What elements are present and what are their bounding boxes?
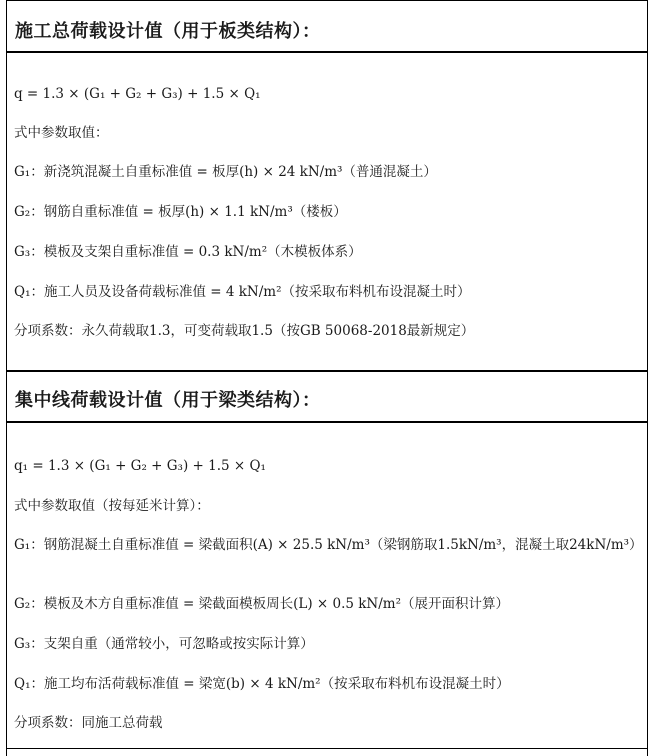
section-1-param-g3: G₃：模板及支架自重标准值 = 0.3 kN/m²（木模板体系） <box>14 244 362 260</box>
section-1-param-g2: G₂：钢筋自重标准值 = 板厚(h) × 1.1 kN/m³（楼板） <box>14 204 347 220</box>
section-1-factors: 分项系数：永久荷载取1.3，可变荷载取1.5（按GB 50068-2018最新规定） <box>14 323 475 339</box>
section-2-heading-divider <box>7 421 647 423</box>
table-border-bottom <box>7 748 647 749</box>
section-1-param-g1: G₁：新浇筑混凝土自重标准值 = 板厚(h) × 24 kN/m³（普通混凝土） <box>14 164 437 180</box>
section-2-factors: 分项系数：同施工总荷载 <box>14 715 163 731</box>
section-2-param-g1: G₁：钢筋混凝土自重标准值 = 梁截面积(A) × 25.5 kN/m³（梁钢筋取1.5kN/m³，混凝土取24kN/m³） <box>14 537 643 553</box>
section-1-formula: q = 1.3 × (G₁ + G₂ + G₃) + 1.5 × Q₁ <box>14 86 261 102</box>
section-1-heading: 施工总荷载设计值（用于板类结构）： <box>15 21 321 42</box>
section-2-params-intro: 式中参数取值（按每延米计算）： <box>14 498 210 514</box>
section-2-param-g3: G₃：支架自重（通常较小，可忽略或按实际计算） <box>14 636 314 652</box>
section-1-heading-divider <box>7 51 647 53</box>
document-table <box>6 0 648 756</box>
section-2-param-g2: G₂：模板及木方自重标准值 = 梁截面模板周长(L) × 0.5 kN/m²（展开面积计算） <box>14 596 509 612</box>
section-divider <box>7 370 647 372</box>
table-border-top <box>7 0 647 1</box>
section-1-param-q1: Q₁：施工人员及设备荷载标准值 = 4 kN/m²（按采取布料机布设混凝土时） <box>14 284 471 300</box>
section-1-params-intro: 式中参数取值： <box>14 125 109 141</box>
section-2-param-q1: Q₁：施工均布活荷载标准值 = 梁宽(b) × 4 kN/m²（按采取布料机布设混凝土时） <box>14 676 510 692</box>
section-2-formula: q₁ = 1.3 × (G₁ + G₂ + G₃) + 1.5 × Q₁ <box>14 458 266 474</box>
section-2-heading: 集中线荷载设计值（用于梁类结构）： <box>15 390 321 411</box>
